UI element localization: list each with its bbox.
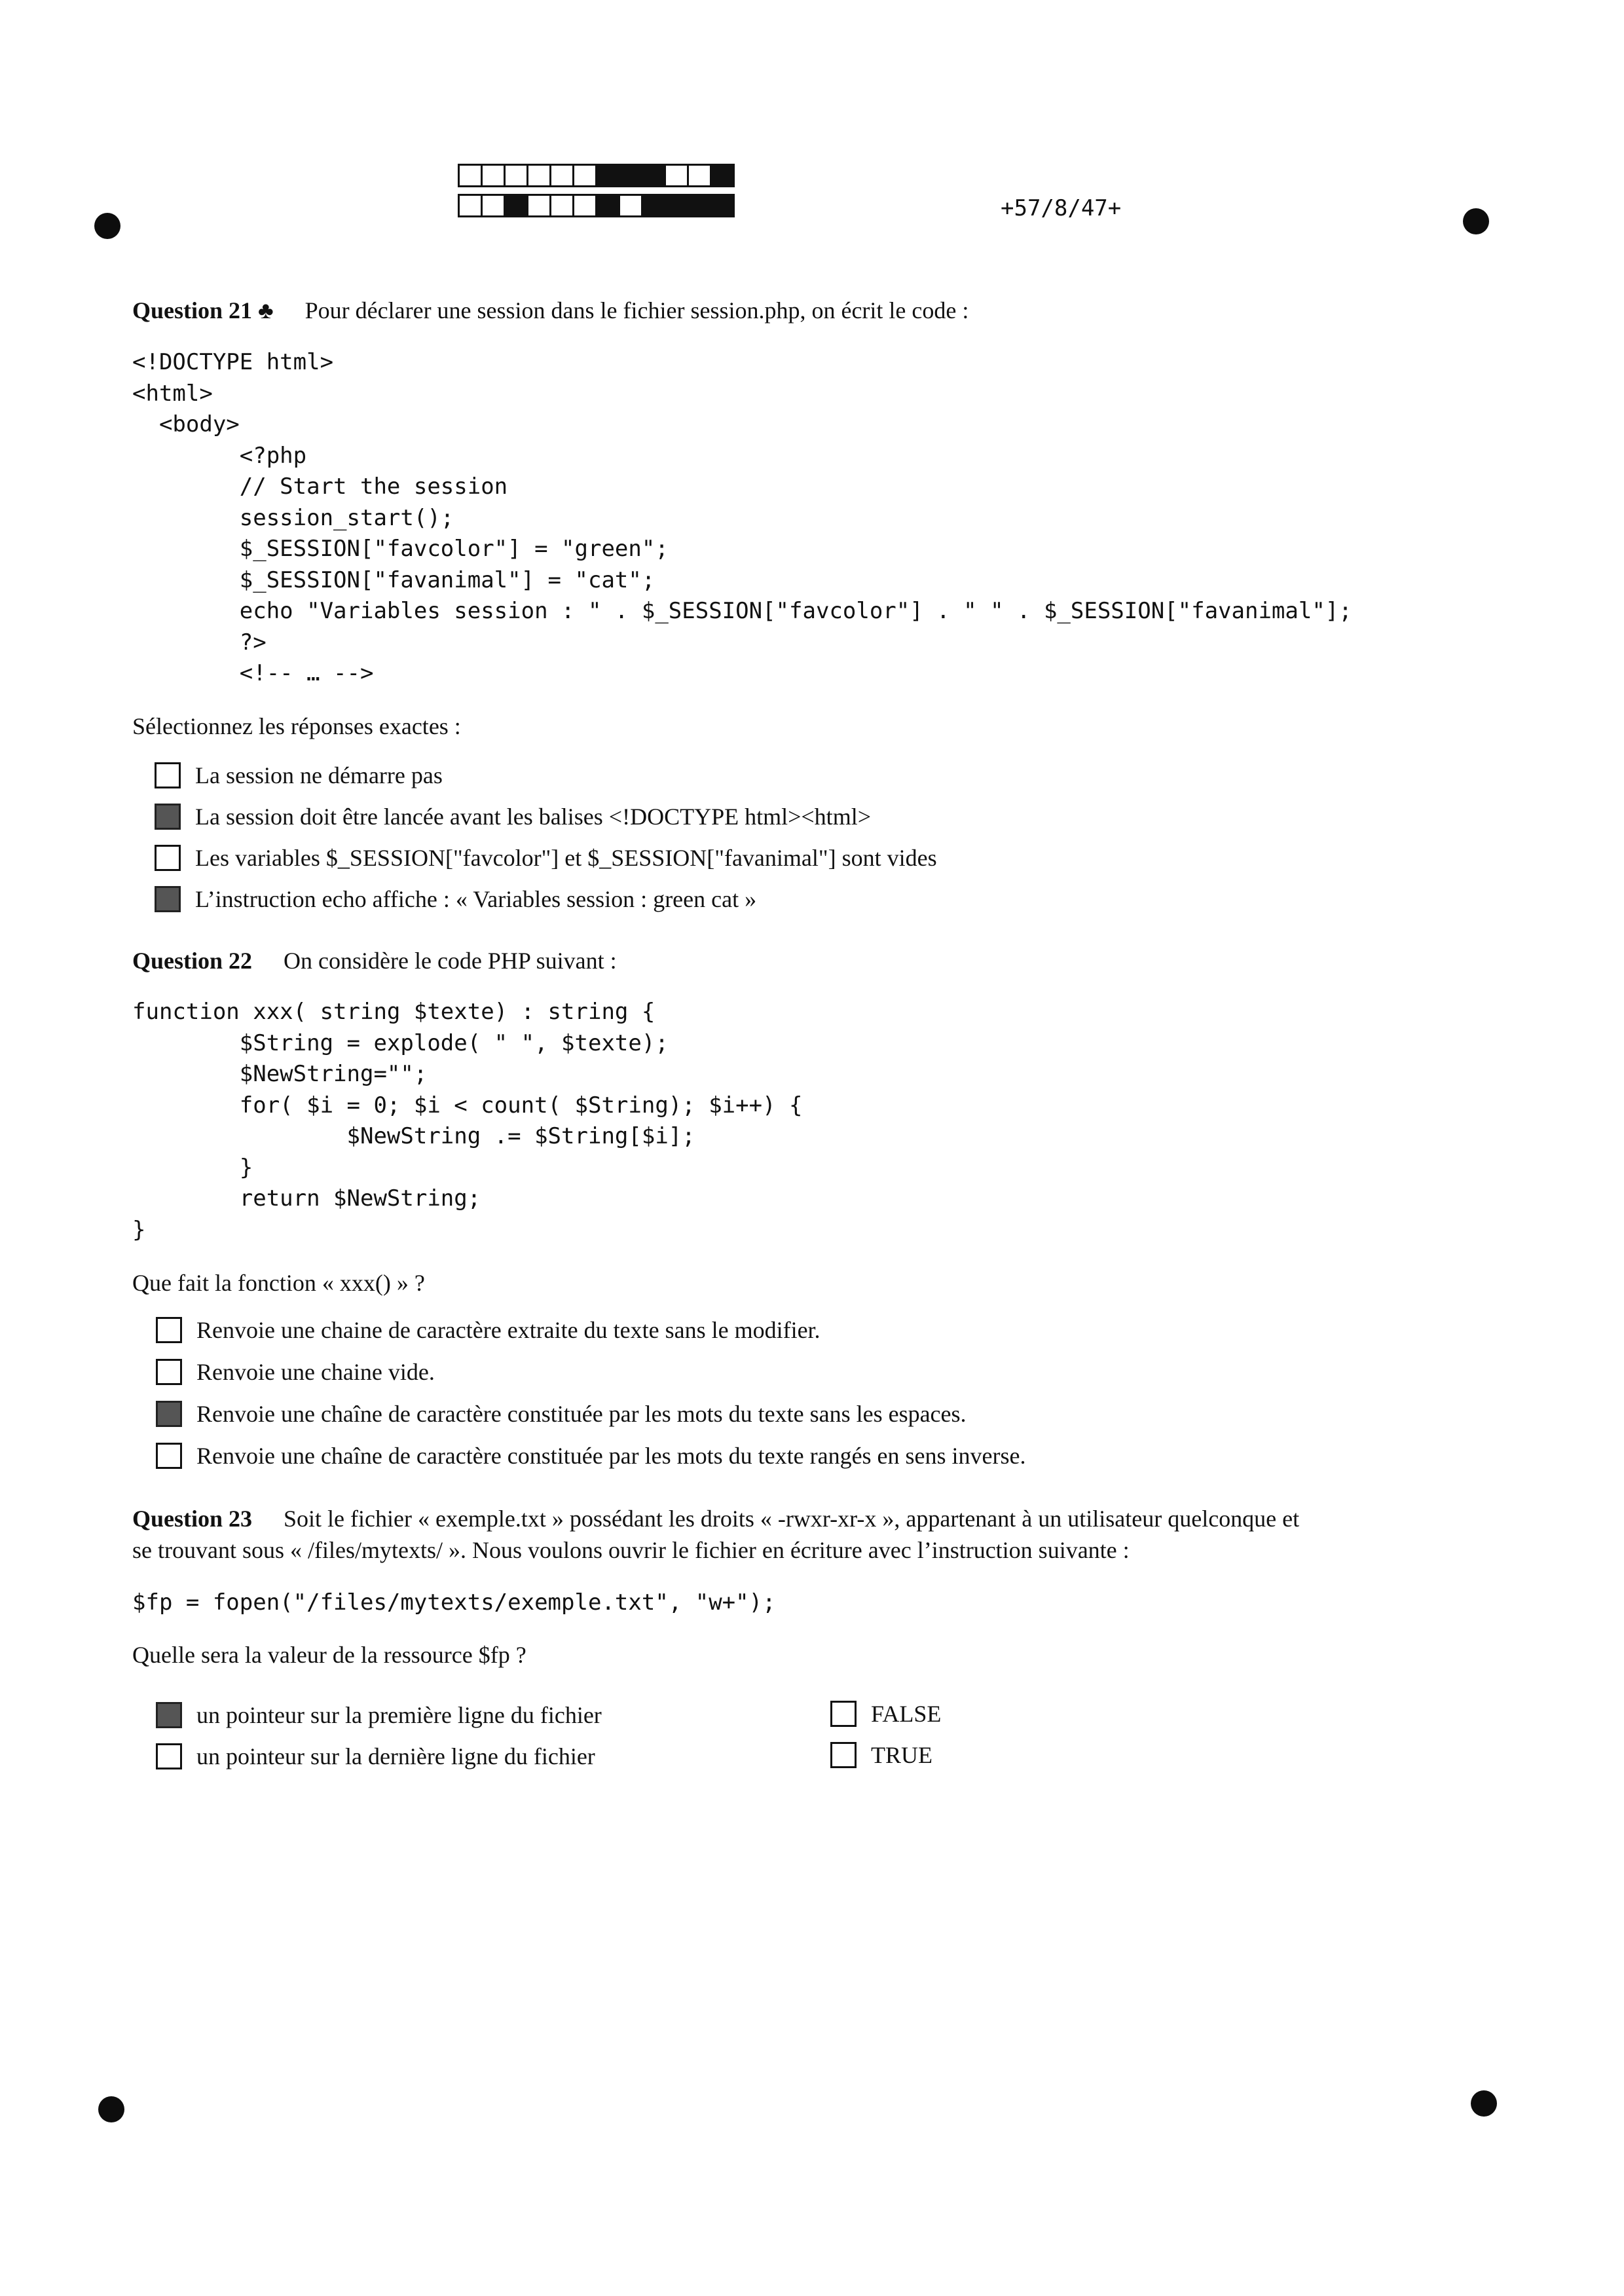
barcode-cell: [687, 164, 712, 187]
barcode-cell: [572, 194, 597, 217]
option-label: La session doit être lancée avant les balises <!DOCTYPE html><html>: [195, 804, 871, 830]
option-label: Les variables $_SESSION["favcolor"] et $_SESSION["favanimal"] sont vides: [195, 845, 937, 871]
barcode-cell: [641, 164, 666, 187]
barcode-cell: [641, 194, 666, 217]
barcode-row-1: [460, 164, 735, 187]
barcode-cell: [710, 194, 735, 217]
question-23-code: $fp = fopen("/files/mytexts/exemple.txt", "w+");: [132, 1589, 776, 1616]
barcode-row-2: [460, 194, 735, 217]
barcode-cell: [572, 164, 597, 187]
q21-option-4[interactable]: [155, 885, 756, 913]
barcode-cell: [664, 164, 689, 187]
q23-option-1[interactable]: [156, 1701, 602, 1729]
checkbox[interactable]: [155, 804, 181, 830]
question-23-prompt: Soit le fichier « exemple.txt » possédant les droits « -rwxr-xr-x », appartenant à un utilisateur quelconque et: [284, 1506, 1300, 1532]
q23-option-4[interactable]: [830, 1741, 932, 1769]
checkbox[interactable]: [155, 762, 181, 788]
question-21-prompt: Pour déclarer une session dans le fichier session.php, on écrit le code :: [304, 297, 969, 324]
q21-option-2[interactable]: [155, 803, 871, 830]
barcode-cell: [710, 164, 735, 187]
q21-option-3[interactable]: [155, 844, 937, 872]
registration-mark-top-right: [1463, 208, 1489, 234]
checkbox[interactable]: [156, 1702, 182, 1728]
q22-option-4[interactable]: [156, 1442, 1026, 1470]
option-label: Renvoie une chaîne de caractère constituée par les mots du texte sans les espaces.: [196, 1401, 967, 1427]
registration-mark-bottom-left: [98, 2096, 124, 2122]
barcode-cell: [618, 194, 643, 217]
option-label: un pointeur sur la dernière ligne du fichier: [196, 1743, 595, 1769]
checkbox[interactable]: [156, 1317, 182, 1343]
barcode-cell: [526, 194, 551, 217]
question-22-label: Question 22: [132, 948, 253, 974]
question-22-prompt: On considère le code PHP suivant :: [284, 948, 617, 974]
question-21-instruction: Sélectionnez les réponses exactes :: [132, 713, 461, 739]
option-label: Renvoie une chaîne de caractère constituée par les mots du texte rangés en sens inverse.: [196, 1443, 1026, 1469]
barcode-cell: [458, 164, 483, 187]
checkbox[interactable]: [156, 1359, 182, 1385]
barcode-cell: [458, 194, 483, 217]
question-21-label: Question 21 ♣: [132, 297, 274, 324]
q22-option-1[interactable]: [156, 1316, 821, 1344]
option-label: Renvoie une chaine vide.: [196, 1359, 435, 1385]
q22-option-2[interactable]: [156, 1358, 435, 1386]
question-23-prompt-continued: se trouvant sous « /files/mytexts/ ». Nous voulons ouvrir le fichier en écriture avec l’instruction suivante :: [132, 1537, 1130, 1563]
question-23-header: [132, 1503, 1299, 1534]
barcode-cell: [549, 194, 574, 217]
checkbox[interactable]: [156, 1743, 182, 1769]
question-22-code: function xxx( string $texte) : string { $String = explode( " ", $texte); $NewString=""; for( $i = 0; $i < count( $String); $i++) { $NewString .= $String[$i]; } return $NewString; }: [132, 999, 803, 1243]
barcode-cell: [481, 194, 506, 217]
question-23-instruction: Quelle sera la valeur de la ressource $fp ?: [132, 1642, 526, 1668]
option-label: FALSE: [871, 1701, 942, 1727]
barcode-cell: [595, 194, 620, 217]
question-21-code: <!DOCTYPE html> <html> <body> <?php // Start the session session_start(); $_SESSION["favcolor"] = "green"; $_SESSION["favanimal"] = "cat"; echo "Variables session : " . $_SESSION["favcolor"] . " " . $_SESSION["favanimal"]; ?> <!-- … -->: [132, 349, 1352, 686]
q22-option-3[interactable]: [156, 1400, 967, 1428]
question-22-header: [132, 945, 617, 976]
option-label: Renvoie une chaine de caractère extraite du texte sans le modifier.: [196, 1317, 821, 1343]
option-label: TRUE: [871, 1742, 932, 1768]
checkbox[interactable]: [156, 1443, 182, 1469]
question-23-label: Question 23: [132, 1506, 253, 1532]
q21-option-1[interactable]: [155, 762, 443, 789]
option-label: L’instruction echo affiche : « Variables session : green cat »: [195, 886, 757, 912]
barcode-cell: [504, 194, 528, 217]
checkbox[interactable]: [156, 1401, 182, 1427]
checkbox[interactable]: [830, 1742, 857, 1768]
registration-mark-top-left: [94, 213, 120, 239]
option-label: La session ne démarre pas: [195, 762, 443, 788]
barcode-cell: [549, 164, 574, 187]
question-22-instruction: Que fait la fonction « xxx() » ?: [132, 1270, 425, 1296]
barcode-cell: [687, 194, 712, 217]
checkbox[interactable]: [830, 1701, 857, 1727]
page-id: +57/8/47+: [1001, 195, 1122, 221]
barcode-cell: [526, 164, 551, 187]
barcode-cell: [595, 164, 620, 187]
registration-mark-bottom-right: [1471, 2090, 1497, 2117]
option-label: un pointeur sur la première ligne du fichier: [196, 1702, 602, 1728]
barcode-cell: [664, 194, 689, 217]
q23-option-3[interactable]: [830, 1700, 941, 1728]
question-21-header: [132, 295, 969, 326]
club-symbol-icon: ♣: [258, 297, 274, 324]
checkbox[interactable]: [155, 886, 181, 912]
barcode-cell: [618, 164, 643, 187]
checkbox[interactable]: [155, 845, 181, 871]
barcode-cell: [504, 164, 528, 187]
q23-option-2[interactable]: [156, 1743, 595, 1770]
barcode-cell: [481, 164, 506, 187]
